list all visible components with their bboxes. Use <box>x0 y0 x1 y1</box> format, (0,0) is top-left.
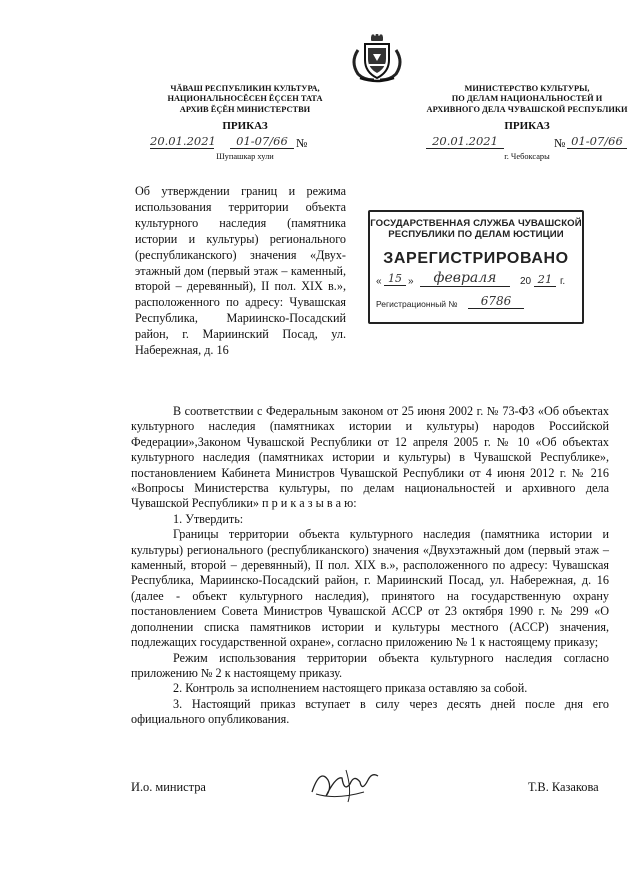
signature-position: И.о. министра <box>131 780 206 794</box>
body-item-1-regime: Режим использования территории объекта культурного наследия согласно приложению № 2 к настоящему приказу. <box>131 650 609 680</box>
registration-stamp <box>368 210 584 324</box>
header-left-line-1: ЧĂВАШ РЕСПУБЛИКИН КУЛЬТУРА, <box>170 84 320 93</box>
stamp-month: февраля <box>420 270 510 287</box>
document-title: Об утверждении границ и режима использования территории объекта культурного наследия (памятника истории и культуры) регионального (республиканского) значения «Двух-этажный дом (первый этаж – каменный, второй – деревянный), II пол. XIX в.», расположенного по адресу: Чувашская Республика, Мариинско-Посадский район, г. Мариинский Посад, ул. Набережная, д. 16 <box>135 184 346 358</box>
header-left-number-sign: № <box>296 136 308 150</box>
stamp-year-prefix: 20 <box>520 276 532 287</box>
body-item-2: 2. Контроль за исполнением настоящего приказа оставляю за собой. <box>173 681 528 696</box>
header-right-line-3: АРХИВНОГО ДЕЛА ЧУВАШСКОЙ РЕСПУБЛИКИ <box>426 104 628 114</box>
stamp-registered: ЗАРЕГИСТРИРОВАНО <box>383 250 569 267</box>
signature-name: Т.В. Казакова <box>528 780 599 794</box>
header-left-line-2: НАЦИОНАЛЬНОСĔСЕН ĔÇСЕН ТАТА <box>167 94 323 104</box>
stamp-date-row: « 15 » февраля 20 21 г. <box>376 270 566 287</box>
header-right-number-sign: № <box>554 136 566 150</box>
header-right <box>424 84 630 115</box>
order-body <box>131 404 609 728</box>
header-right-city: г. Чебоксары <box>504 152 550 161</box>
header-left-city: Шупашкар хули <box>216 152 274 161</box>
stamp-year-suffix: г. <box>560 276 566 287</box>
header-right-date-row <box>424 134 630 152</box>
header-left-number: 01-07/66 <box>230 134 294 149</box>
stamp-reg-number: 6786 <box>468 294 524 309</box>
header-right-number: 01-07/66 <box>567 134 627 149</box>
coat-of-arms-emblem <box>346 34 408 84</box>
header-left-date: 20.01.2021 <box>150 134 216 148</box>
stamp-reg-row <box>370 294 582 314</box>
body-item-1: 1. Утвердить: <box>173 511 244 526</box>
header-left-line-3: АРХИВ ĔÇĔН МИНИСТЕРСТВИ <box>179 104 311 114</box>
stamp-day: 15 <box>384 272 406 286</box>
body-preamble: В соответствии с Федеральным законом от 25 июня 2002 г. № 73-ФЗ «Об объектах культурного наследия (памятниках истории и культуры) народов Российской Федерации»,Законом Чувашской Республики от 12 апреля 2005 г. № 10 «Об объектах культурного наследия (памятниках истории и культуры) в Чувашской Республике», постановлением Кабинета Министров Чувашской Республики от 4 июня 2012 г. № 216 «Вопросы Министерства культуры, по делам национальностей и архивного дела Чувашской Республики» п р и к а з ы в а ю: <box>131 404 609 511</box>
header-left-order-word: ПРИКАЗ <box>222 120 268 132</box>
header-right-date: 20.01.2021 <box>426 134 504 149</box>
stamp-line-1: ГОСУДАРСТВЕННАЯ СЛУЖБА ЧУВАШСКОЙ <box>370 218 582 229</box>
header-right-line-1: МИНИСТЕРСТВО КУЛЬТУРЫ, <box>464 84 590 93</box>
body-item-3: 3. Настоящий приказ вступает в силу через десять дней после дня его официального опубликования. <box>131 696 609 727</box>
header-right-order-word: ПРИКАЗ <box>504 120 550 132</box>
body-item-1-borders: Границы территории объекта культурного наследия (памятника истории и культуры) регионального (республиканского) значения «Двухэтажный дом (первый этаж – каменный, второй – деревянный), II пол. XIX в.», расположенного по адресу: Чувашская Республика, Мариинско-Посадский район, г. Мариинский Посад, ул. Набережная, д. 16 (далее - объект культурного наследия), принятого на государственную охрану постановлением Совета Министров Чувашской АССР от 23 октября 1990 г. № 299 «О дополнении списка памятников истории и культуры местного (АССР) значения, подлежащих государственной охране», согласно приложению № 1 к настоящему приказу; <box>131 527 609 650</box>
header-left <box>150 84 340 115</box>
header-left-date-row <box>150 134 350 152</box>
stamp-year: 21 <box>534 272 556 287</box>
stamp-line-2: РЕСПУБЛИКИ ПО ДЕЛАМ ЮСТИЦИИ <box>388 229 564 240</box>
handwritten-signature <box>306 762 386 806</box>
header-right-line-2: ПО ДЕЛАМ НАЦИОНАЛЬНОСТЕЙ И <box>451 94 603 104</box>
stamp-reg-label: Регистрационный № <box>376 299 458 309</box>
